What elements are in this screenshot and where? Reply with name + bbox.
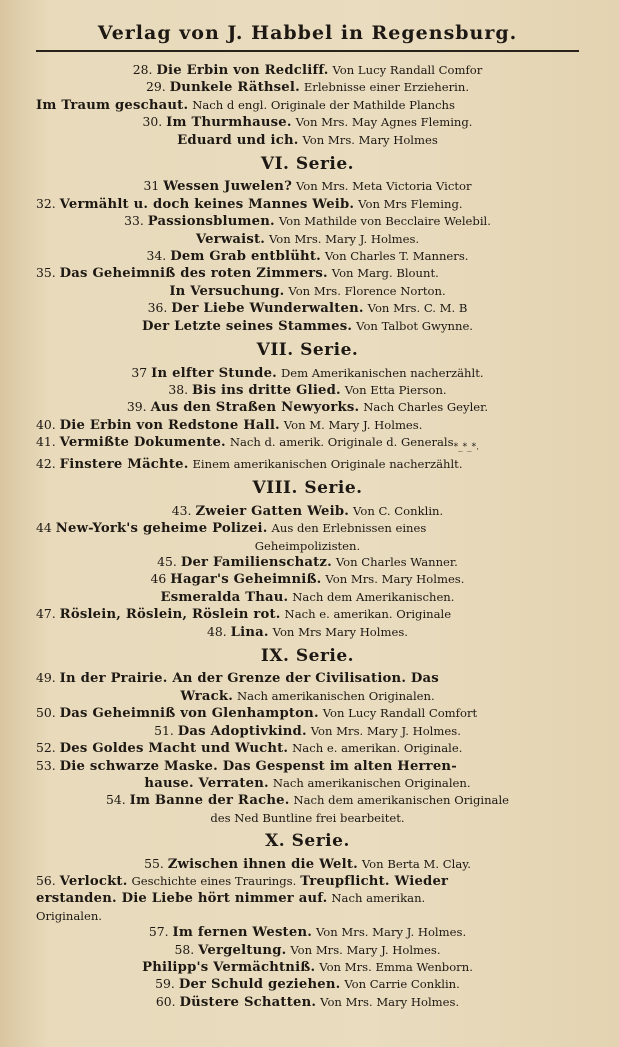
entry-author: Von Mrs. Mary J. Holmes. <box>315 925 467 940</box>
entry-number: 32. <box>36 195 56 211</box>
entry-author: Geheimpolizisten. <box>254 538 361 553</box>
entry-title: erstanden. Die Liebe hört nimmer auf. <box>36 891 328 907</box>
entry-author: Geschichte eines Traurings. <box>131 873 297 888</box>
entry-title: Dunkele Räthsel. <box>169 80 300 96</box>
series-heading-6: VI. Serie. <box>260 154 355 175</box>
entry-title: Passionsblumen. <box>147 214 275 230</box>
entry-number: 56. <box>36 872 56 888</box>
entry-number: 48. <box>207 623 227 639</box>
catalog-entry <box>36 810 579 826</box>
catalog-entry <box>36 670 579 687</box>
entry-number: 44 <box>36 520 52 536</box>
entry-author: Von Mrs. Mary J. Holmes. <box>290 942 441 957</box>
entry-number: 34. <box>146 248 167 264</box>
entry-author: Von Mrs. Mary Holmes <box>302 132 438 147</box>
entry-author: Von Charles Wanner. <box>335 555 458 570</box>
entry-title: Verwaist. <box>195 231 266 247</box>
entry-author: Von Mrs Mary Holmes. <box>272 624 408 639</box>
entries <box>36 62 579 1011</box>
entry-author: Von Mathilde von Becclaire Welebil. <box>278 214 491 229</box>
entry-title: Im Traum geschaut. <box>36 97 189 113</box>
entry-title: Der Liebe Wunderwalten. <box>171 301 364 317</box>
entry-number: 40. <box>36 416 56 432</box>
entry-title: Vergeltung. <box>198 942 287 958</box>
catalog-entry <box>36 434 579 456</box>
catalog-entry <box>36 318 579 335</box>
entry-author: Nach amerikan. <box>331 891 426 906</box>
catalog-entry <box>36 856 579 873</box>
series-continued <box>36 62 579 149</box>
entry-author: Dem Amerikanischen nacherzählt. <box>280 365 484 380</box>
catalog-entry <box>36 265 579 282</box>
catalog-entry <box>36 300 579 317</box>
entry-author: Von Mrs. Mary Holmes. <box>320 994 460 1009</box>
entry-title: Philipp's Vermächtniß. <box>142 959 316 975</box>
entry-number: 60. <box>155 993 176 1009</box>
entry-author: Von Mrs. Mary J. Holmes. <box>269 231 420 246</box>
entry-number: 41. <box>36 434 56 450</box>
catalog-entry <box>36 538 579 554</box>
catalog-entry <box>36 688 579 705</box>
catalog-entry <box>36 62 579 79</box>
catalog-entry <box>36 503 579 520</box>
entry-title: Die Erbin von Redcliff. <box>156 63 329 78</box>
entry-number: 52. <box>36 740 56 756</box>
entry-title: In der Prairie. An der Grenze der Civilisation. Das <box>59 671 439 687</box>
entry-title: Düstere Schatten. <box>179 994 317 1010</box>
entry-author: Von Lucy Randall Comfort <box>322 706 478 721</box>
entry-title: In elfter Stunde. <box>151 365 277 381</box>
entry-title: Esmeralda Thau. <box>160 589 289 605</box>
entry-title: Aus den Straßen Newyorks. <box>150 400 360 416</box>
catalog-entry <box>36 382 579 399</box>
catalog-entry <box>36 79 579 96</box>
catalog-entry <box>36 283 579 300</box>
entry-title: Dem Grab entblüht. <box>170 249 321 265</box>
entry-number: 47. <box>36 606 56 622</box>
entry-title: Vermißte Dokumente. <box>59 435 226 451</box>
series-heading-8: VIII. Serie. <box>252 478 363 499</box>
catalog-entry <box>36 890 579 907</box>
entry-title: Die schwarze Maske. Das Gespenst im alten Herren- <box>59 758 457 774</box>
entry-author: Nach d. amerik. Originale d. Generals <box>229 435 454 450</box>
entry-author: Von Mrs. Mary J. Holmes. <box>310 723 461 738</box>
entry-author: Von C. Conklin. <box>353 503 444 518</box>
entry-title: Finstere Mächte. <box>59 457 189 472</box>
entry-number: 58. <box>174 941 195 957</box>
catalog-entry <box>36 213 579 230</box>
page-header: Verlag von J. Habbel in Regensburg. <box>36 22 579 52</box>
entry-author: des Ned Buntline frei bearbeitet. <box>210 810 405 825</box>
entry-title: Des Goldes Macht und Wucht. <box>59 741 289 757</box>
entry-author: Von Mrs. May Agnes Fleming. <box>295 115 473 130</box>
entry-author: Von Mrs Fleming. <box>358 196 463 211</box>
entry-author: Nach e. amerikan. Originale <box>284 607 452 622</box>
entry-author: Von Charles T. Manners. <box>324 249 469 264</box>
catalog-entry <box>36 723 579 740</box>
entry-author: Originalen. <box>36 908 102 923</box>
catalog-entry <box>36 114 579 131</box>
entry-title: Wessen Juwelen? <box>163 179 293 195</box>
entry-title: New-York's geheime Polizei. <box>55 521 268 537</box>
entry-number: 53. <box>36 757 56 773</box>
catalog-entry <box>36 399 579 416</box>
entry-title: hause. Verraten. <box>144 775 269 791</box>
entry-number: 37 <box>131 364 148 380</box>
entry-author: Von Mrs. Meta Victoria Victor <box>295 179 472 194</box>
entry-number: 42. <box>36 456 56 471</box>
entry-author: Aus den Erlebnissen eines <box>271 521 427 536</box>
entry-number: 59. <box>155 976 175 992</box>
series-10-list <box>36 856 579 1012</box>
catalog-entry <box>36 178 579 195</box>
entry-number: 29. <box>145 79 166 95</box>
entry-author: Von Talbot Gwynne. <box>356 318 473 333</box>
series-7-list <box>36 365 579 474</box>
catalog-entry <box>36 792 579 809</box>
series-heading-10: X. Serie. <box>265 831 350 852</box>
entry-title: Hagar's Geheimniß. <box>170 572 322 588</box>
catalog-entry <box>36 196 579 213</box>
catalog-entry <box>36 248 579 265</box>
entry-number: 46 <box>150 571 167 587</box>
entry-title: Im fernen Westen. <box>172 925 313 941</box>
series-6-list <box>36 178 579 335</box>
entry-title: Der Letzte seines Stammes. <box>142 318 353 334</box>
catalog-entry <box>36 942 579 959</box>
catalog-entry <box>36 976 579 993</box>
entry-author: Nach dem Amerikanischen. <box>292 589 455 604</box>
entry-title: Wrack. <box>180 688 233 704</box>
catalog-entry <box>36 97 579 114</box>
catalog-entry <box>36 589 579 606</box>
entry-number: 33. <box>124 213 144 229</box>
entry-author: Von Carrie Conklin. <box>344 977 460 992</box>
entry-author: Von Berta M. Clay. <box>361 856 471 871</box>
entry-number: 31 <box>143 178 160 194</box>
catalog-entry <box>36 456 579 473</box>
series-8-list <box>36 503 579 641</box>
entry-author: Von Mrs. C. M. B <box>367 301 468 316</box>
entry-title: Zweier Gatten Weib. <box>195 503 350 519</box>
catalog-entry <box>36 554 579 571</box>
entry-number: 30. <box>142 114 163 130</box>
catalog-entry <box>36 908 579 924</box>
entry-title: Röslein, Röslein, Röslein rot. <box>59 607 281 623</box>
entry-author: Nach e. amerikan. Originale. <box>292 741 463 756</box>
entry-number: 51. <box>154 722 174 738</box>
catalog-entry <box>36 740 579 757</box>
entry-title: Im Thurmhause. <box>166 115 292 131</box>
entry-number: 49. <box>36 670 56 686</box>
entry-stars: *_*_*. <box>453 442 479 453</box>
entry-author: Nach Charles Geyler. <box>363 400 489 415</box>
catalog-entry <box>36 606 579 623</box>
entry-title: Treupflicht. Wieder <box>300 873 449 889</box>
catalog-entry <box>36 758 579 775</box>
entry-title: Zwischen ihnen die Welt. <box>167 856 358 872</box>
entry-number: 35. <box>36 265 56 281</box>
catalog-entry <box>36 365 579 382</box>
entry-title: In Versuchung. <box>169 283 285 299</box>
entry-title: Das Geheimniß des roten Zimmers. <box>59 266 328 282</box>
catalog-entry <box>36 705 579 722</box>
catalog-entry <box>36 775 579 792</box>
entry-title: Die Erbin von Redstone Hall. <box>59 417 280 433</box>
catalog-entry <box>36 132 579 149</box>
entry-title: Eduard und ich. <box>177 132 299 148</box>
entry-number: 57. <box>148 924 169 940</box>
entry-title: Das Adoptivkind. <box>177 723 307 739</box>
entry-author: Nach d engl. Originale der Mathilde Planchs <box>192 97 455 112</box>
entry-title: Bis ins dritte Glied. <box>192 382 341 398</box>
entry-title: Verlockt. <box>59 873 128 889</box>
catalog-entry <box>36 994 579 1011</box>
entry-number: 28. <box>132 62 153 77</box>
catalog-entry <box>36 959 579 976</box>
series-heading-7: VII. Serie. <box>256 340 359 361</box>
entry-number: 38. <box>168 381 189 397</box>
entry-author: Von Lucy Randall Comfor <box>332 63 483 77</box>
entry-number: 43. <box>171 502 192 518</box>
catalog-entry <box>36 571 579 588</box>
entry-author: Von Mrs. Emma Wenborn. <box>319 959 473 974</box>
entry-title: Lina. <box>230 624 269 640</box>
catalog-entry <box>36 231 579 248</box>
entry-author: Nach amerikanischen Originalen. <box>272 775 471 790</box>
entry-number: 36. <box>147 300 168 316</box>
entry-author: Nach dem amerikanischen Originale <box>293 793 510 808</box>
entry-title: Im Banne der Rache. <box>129 793 290 809</box>
entry-author: Nach amerikanischen Originalen. <box>236 688 435 703</box>
entry-number: 50. <box>36 705 56 721</box>
entry-number: 45. <box>157 554 177 570</box>
entry-author: Von Etta Pierson. <box>344 382 447 397</box>
entry-title: Der Familienschatz. <box>180 555 332 571</box>
entry-number: 54. <box>105 792 126 808</box>
catalog-entry <box>36 417 579 434</box>
series-heading-9: IX. Serie. <box>260 646 355 667</box>
entry-author: Von Mrs. Florence Norton. <box>288 283 446 298</box>
series-9-list <box>36 670 579 826</box>
catalog-entry <box>36 624 579 641</box>
entry-number: 39. <box>126 399 147 415</box>
entry-author: Von M. Mary J. Holmes. <box>283 417 423 432</box>
catalog-entry <box>36 873 579 890</box>
entry-author: Von Marg. Blount. <box>331 266 439 281</box>
entry-title: Vermählt u. doch keines Mannes Weib. <box>59 196 355 212</box>
entry-author: Einem amerikanischen Originale nacherzählt. <box>192 457 463 471</box>
catalog-entry <box>36 924 579 941</box>
entry-author: Von Mrs. Mary Holmes. <box>325 572 465 587</box>
entry-number: 55. <box>144 855 164 871</box>
catalog-entry <box>36 520 579 537</box>
entry-author: Erlebnisse einer Erzieherin. <box>303 80 469 95</box>
entry-title: Der Schuld geziehen. <box>178 977 341 993</box>
entry-title: Das Geheimniß von Glenhampton. <box>59 706 319 722</box>
